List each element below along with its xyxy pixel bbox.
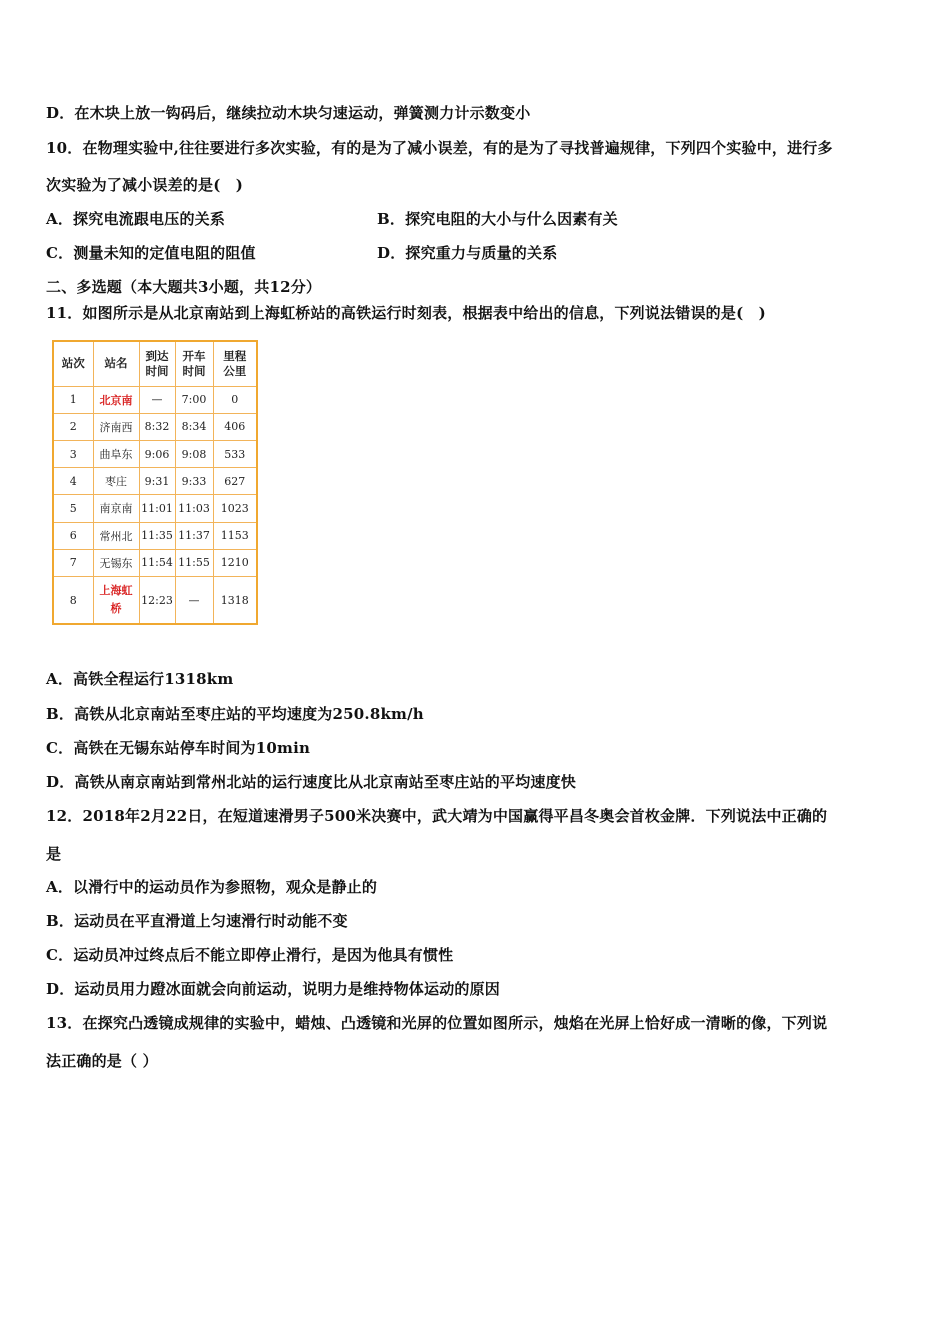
cell-km: 406 <box>213 413 257 440</box>
cell-no: 3 <box>53 440 93 467</box>
cell-depart: — <box>175 577 213 624</box>
cell-no: 6 <box>53 522 93 549</box>
cell-arrive: — <box>139 386 175 413</box>
cell-no: 8 <box>53 577 93 624</box>
cell-depart: 11:03 <box>175 495 213 522</box>
table-row <box>53 577 257 624</box>
table-row <box>53 386 257 413</box>
cell-station: 无锡东 <box>93 549 139 576</box>
cell-no: 1 <box>53 386 93 413</box>
table-row <box>53 522 257 549</box>
cell-depart: 9:08 <box>175 440 213 467</box>
cell-arrive: 11:35 <box>139 522 175 549</box>
q10-stem-line1: 10．在物理实验中,往往要进行多次实验，有的是为了减小误差，有的是为了寻找普遍规律，下列四个实验中，进行多 <box>46 139 833 157</box>
cell-km: 533 <box>213 440 257 467</box>
cell-arrive: 9:06 <box>139 440 175 467</box>
q11-option-a: A．高铁全程运行1318km <box>46 670 234 688</box>
q10-stem-line2: 次实验为了减小误差的是( ) <box>46 176 243 194</box>
cell-arrive: 9:31 <box>139 468 175 495</box>
q12-stem-line1: 12．2018年2月22日，在短道速滑男子500米决赛中，武大靖为中国赢得平昌冬奥会首枚金牌．下列说法中正确的 <box>46 807 828 825</box>
q13-stem-line2: 法正确的是（ ） <box>46 1052 158 1070</box>
cell-depart: 8:34 <box>175 413 213 440</box>
cell-km: 0 <box>213 386 257 413</box>
q12-option-a: A．以滑行中的运动员作为参照物，观众是静止的 <box>46 878 378 896</box>
q10-option-b: B．探究电阻的大小与什么因素有关 <box>377 210 618 228</box>
q12-stem-line2: 是 <box>46 845 62 863</box>
cell-arrive: 11:54 <box>139 549 175 576</box>
cell-depart: 7:00 <box>175 386 213 413</box>
cell-station: 南京南 <box>93 495 139 522</box>
cell-km: 1153 <box>213 522 257 549</box>
cell-arrive: 11:01 <box>139 495 175 522</box>
table-row <box>53 495 257 522</box>
header-station-no: 站次 <box>53 341 93 386</box>
cell-station: 济南西 <box>93 413 139 440</box>
train-timetable <box>52 340 258 625</box>
q10-option-c: C．测量未知的定值电阻的阻值 <box>46 244 256 262</box>
cell-depart: 11:55 <box>175 549 213 576</box>
timetable-header-row <box>53 341 257 386</box>
cell-depart: 11:37 <box>175 522 213 549</box>
q11-option-d: D．高铁从南京南站到常州北站的运行速度比从北京南站至枣庄站的平均速度快 <box>46 773 577 791</box>
q9-option-d: D．在木块上放一钩码后，继续拉动木块匀速运动，弹簧测力计示数变小 <box>46 104 531 122</box>
cell-no: 2 <box>53 413 93 440</box>
cell-station: 上海虹桥 <box>93 577 139 624</box>
q12-option-b: B．运动员在平直滑道上匀速滑行时动能不变 <box>46 912 348 930</box>
header-depart-time: 开车时间 <box>175 341 213 386</box>
cell-arrive: 8:32 <box>139 413 175 440</box>
cell-no: 7 <box>53 549 93 576</box>
cell-km: 1318 <box>213 577 257 624</box>
header-station-name: 站名 <box>93 341 139 386</box>
table-row <box>53 413 257 440</box>
cell-station: 北京南 <box>93 386 139 413</box>
cell-station: 曲阜东 <box>93 440 139 467</box>
header-arrive-time: 到达时间 <box>139 341 175 386</box>
q13-stem-line1: 13．在探究凸透镜成规律的实验中，蜡烛、凸透镜和光屏的位置如图所示，烛焰在光屏上恰好成一清晰的像，下列说 <box>46 1014 828 1032</box>
cell-depart: 9:33 <box>175 468 213 495</box>
section-heading-multiple-choice: 二、多选题（本大题共3小题，共12分） <box>46 278 322 296</box>
cell-no: 5 <box>53 495 93 522</box>
q10-option-a: A．探究电流跟电压的关系 <box>46 210 226 228</box>
table-row <box>53 549 257 576</box>
cell-km: 627 <box>213 468 257 495</box>
cell-km: 1210 <box>213 549 257 576</box>
cell-station: 常州北 <box>93 522 139 549</box>
cell-km: 1023 <box>213 495 257 522</box>
table-row <box>53 440 257 467</box>
table-row <box>53 468 257 495</box>
q11-option-b: B．高铁从北京南站至枣庄站的平均速度为250.8km/h <box>46 705 424 723</box>
q10-option-d: D．探究重力与质量的关系 <box>377 244 558 262</box>
cell-arrive: 12:23 <box>139 577 175 624</box>
cell-station: 枣庄 <box>93 468 139 495</box>
q11-option-c: C．高铁在无锡东站停车时间为10min <box>46 739 311 757</box>
q12-option-d: D．运动员用力蹬冰面就会向前运动，说明力是维持物体运动的原因 <box>46 980 501 998</box>
header-distance-km: 里程公里 <box>213 341 257 386</box>
cell-no: 4 <box>53 468 93 495</box>
q11-stem: 11．如图所示是从北京南站到上海虹桥站的高铁运行时刻表，根据表中给出的信息，下列说法错误的是( ) <box>46 304 766 322</box>
q12-option-c: C．运动员冲过终点后不能立即停止滑行，是因为他具有惯性 <box>46 946 454 964</box>
